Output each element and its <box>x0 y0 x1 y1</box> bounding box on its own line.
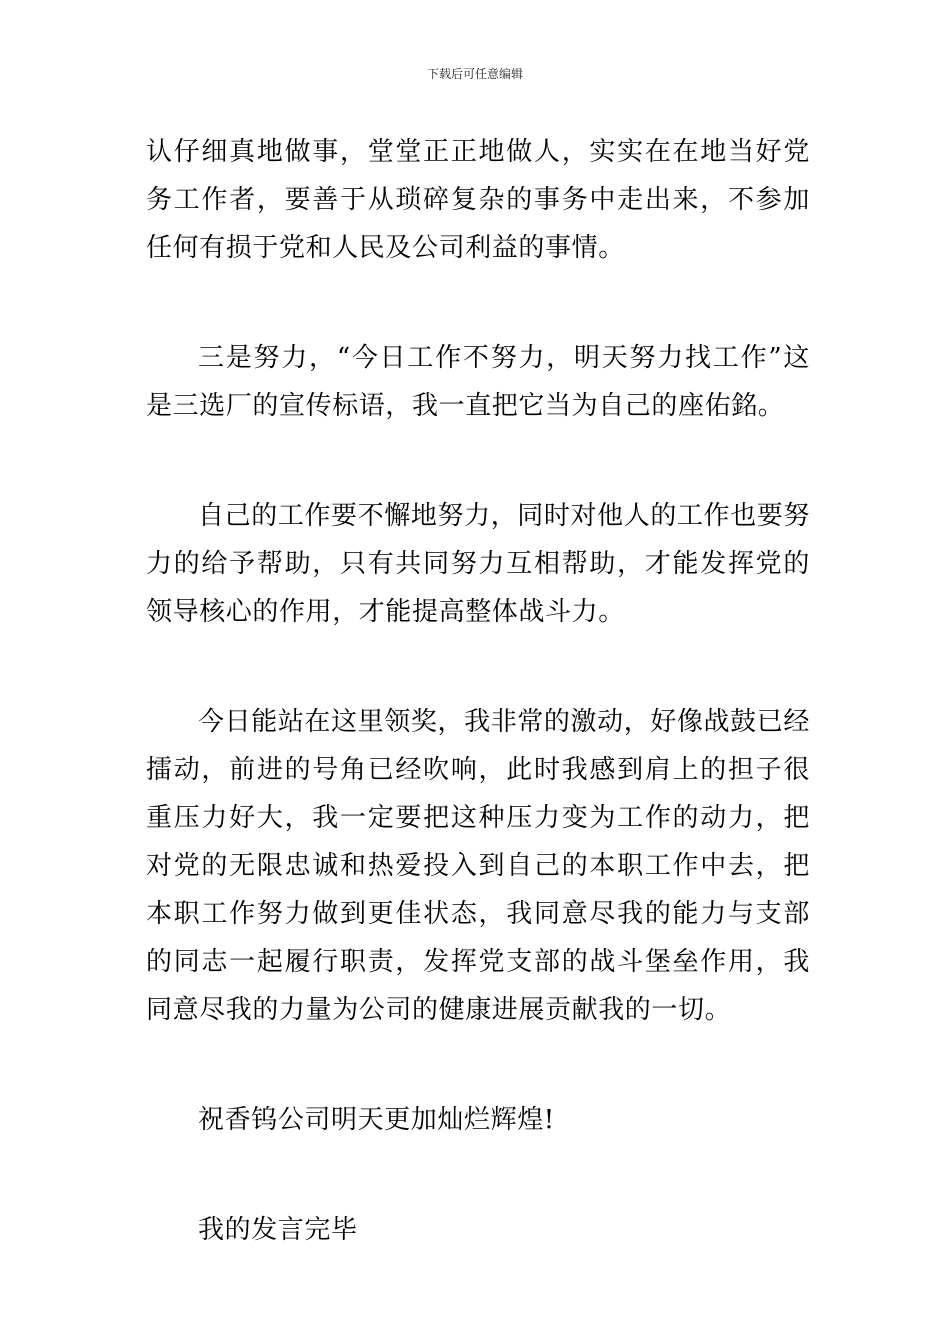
paragraph-4: 今日能站在这里领奖，我非常的激动，好像战鼓已经擂动，前进的号角已经吹响，此时我感到肩上的担子很重压力好大，我一定要把这种压力变为工作的动力，把对党的无限忠诚和热爱投入到自己的本职工作中去，把本职工作努力做到更佳状态，我同意尽我的能力与支部的同志一起履行职责，发挥党支部的战斗堡垒作用，我同意尽我的力量为公司的健康进展贡献我的一切。 <box>146 707 810 1025</box>
paragraph-3: 自己的工作要不懈地努力，同时对他人的工作也要努力的给予帮助，只有共同努力互相帮助，才能发挥党的领导核心的作用，才能提高整体战斗力。 <box>146 501 810 627</box>
page-header: 下载后可任意编辑 <box>426 67 523 81</box>
paragraph-6: 我的发言完毕 <box>198 1215 358 1245</box>
document-body <box>146 128 810 1254</box>
paragraph-2: 三是努力，“今日工作不努力，明天努力找工作”这是三选厂的宣传标语，我一直把它当为自己的座佑銘。 <box>146 343 810 421</box>
paragraph-5: 祝香钨公司明天更加灿烂辉煌! <box>198 1105 555 1135</box>
paragraph-1: 认仔细真地做事，堂堂正正地做人，实实在在地当好党务工作者，要善于从琐碎复杂的事务中走出来，不参加任何有损于党和人民及公司利益的事情。 <box>146 137 810 263</box>
